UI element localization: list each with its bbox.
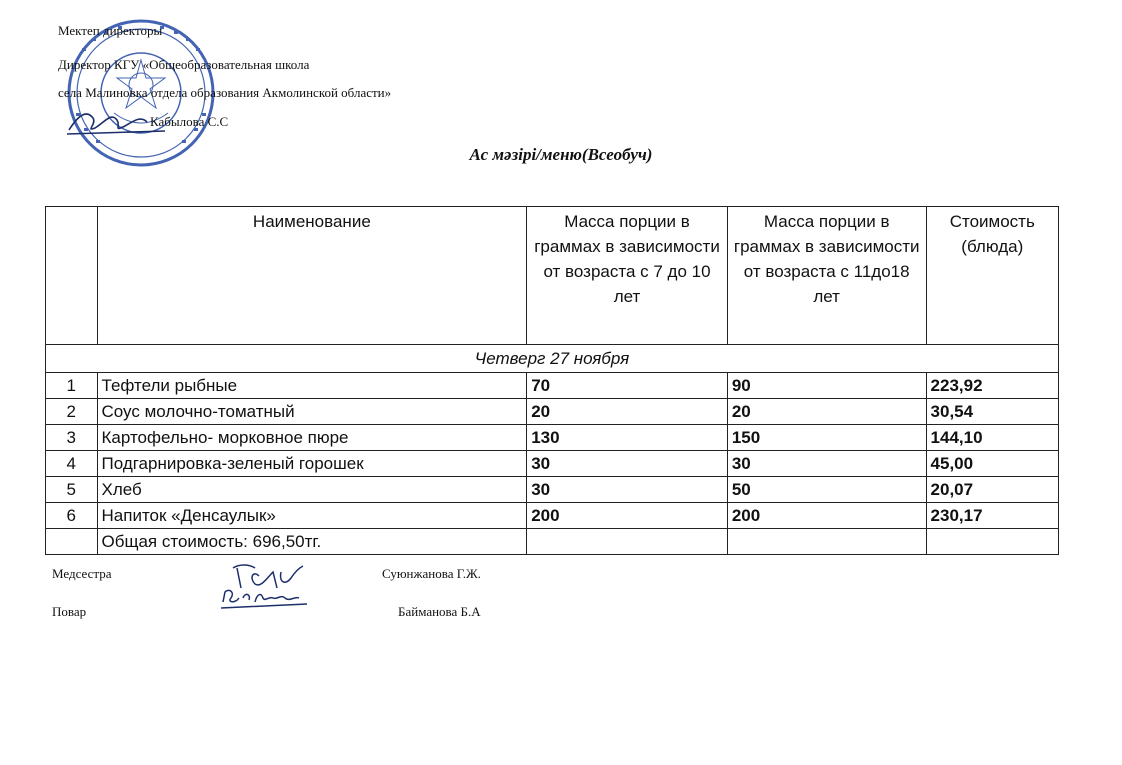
table-header-row bbox=[46, 207, 1059, 345]
dish-name: Картофельно- морковное пюре bbox=[97, 425, 527, 451]
total-empty-cell bbox=[727, 529, 926, 555]
nurse-label: Медсестра bbox=[52, 566, 112, 581]
cost-value: 20,07 bbox=[926, 477, 1058, 503]
mass-11-18-value: 200 bbox=[727, 503, 926, 529]
row-number: 5 bbox=[46, 477, 98, 503]
mass-11-18-value: 90 bbox=[727, 373, 926, 399]
row-number: 2 bbox=[46, 399, 98, 425]
mass-7-10-value: 130 bbox=[527, 425, 728, 451]
director-title-ru: Директор КГУ «Общеобразовательная школа bbox=[58, 57, 310, 72]
dish-name: Подгарнировка-зеленый горошек bbox=[97, 451, 527, 477]
table-row bbox=[46, 399, 1059, 425]
table-row bbox=[46, 425, 1059, 451]
header-cost: Стоимость (блюда) bbox=[926, 207, 1058, 345]
day-label: Четверг 27 ноября bbox=[46, 345, 1059, 373]
cook-label: Повар bbox=[52, 604, 87, 619]
mass-11-18-value: 20 bbox=[727, 399, 926, 425]
director-signature bbox=[65, 104, 175, 138]
table-row bbox=[46, 451, 1059, 477]
school-department-line: села Малиновка отдела образования Акмолинской области» bbox=[58, 85, 392, 100]
mass-7-10-value: 20 bbox=[527, 399, 728, 425]
dish-name: Тефтели рыбные bbox=[97, 373, 527, 399]
dish-name: Соус молочно-томатный bbox=[97, 399, 527, 425]
nurse-name: Суюнжанова Г.Ж. bbox=[382, 566, 481, 581]
mass-7-10-value: 30 bbox=[527, 477, 728, 503]
mass-11-18-value: 50 bbox=[727, 477, 926, 503]
row-number: 3 bbox=[46, 425, 98, 451]
row-number: 4 bbox=[46, 451, 98, 477]
total-empty-cell bbox=[926, 529, 1058, 555]
header-mass-11-18: Масса порции в граммах в зависимости от возраста с 11до18 лет bbox=[727, 207, 926, 345]
day-row bbox=[46, 345, 1059, 373]
mass-11-18-value: 150 bbox=[727, 425, 926, 451]
table-row bbox=[46, 477, 1059, 503]
staff-signatures bbox=[215, 558, 315, 614]
total-empty-cell bbox=[46, 529, 98, 555]
menu-table bbox=[45, 206, 1059, 555]
row-number: 6 bbox=[46, 503, 98, 529]
cost-value: 230,17 bbox=[926, 503, 1058, 529]
cost-value: 45,00 bbox=[926, 451, 1058, 477]
table-row bbox=[46, 373, 1059, 399]
header-number-cell bbox=[46, 207, 98, 345]
mass-7-10-value: 200 bbox=[527, 503, 728, 529]
total-cost: Общая стоимость: 696,50тг. bbox=[97, 529, 527, 555]
menu-title: Ас мәзірі/меню(Всеобуч) bbox=[469, 145, 653, 164]
header-name: Наименование bbox=[97, 207, 527, 345]
total-empty-cell bbox=[527, 529, 728, 555]
cost-value: 223,92 bbox=[926, 373, 1058, 399]
director-title-kz: Мектеп директоры bbox=[58, 23, 163, 38]
cook-name: Байманова Б.А bbox=[398, 604, 481, 619]
mass-7-10-value: 70 bbox=[527, 373, 728, 399]
table-row bbox=[46, 503, 1059, 529]
mass-7-10-value: 30 bbox=[527, 451, 728, 477]
cost-value: 30,54 bbox=[926, 399, 1058, 425]
director-name: Кабылова С.С bbox=[150, 114, 229, 129]
dish-name: Хлеб bbox=[97, 477, 527, 503]
mass-11-18-value: 30 bbox=[727, 451, 926, 477]
cost-value: 144,10 bbox=[926, 425, 1058, 451]
dish-name: Напиток «Денсаулык» bbox=[97, 503, 527, 529]
header-mass-7-10: Масса порции в граммах в зависимости от возраста с 7 до 10 лет bbox=[527, 207, 728, 345]
row-number: 1 bbox=[46, 373, 98, 399]
total-row bbox=[46, 529, 1059, 555]
